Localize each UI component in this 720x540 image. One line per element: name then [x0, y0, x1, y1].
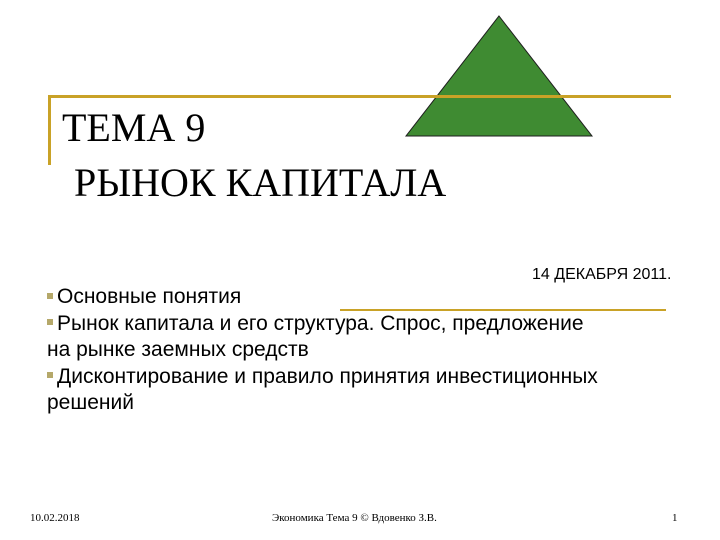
bullet-list: [47, 284, 607, 417]
bullet-marker-icon: [47, 372, 53, 378]
title-underline: [48, 95, 671, 98]
bullet-text: Рынок капитала и его структура. Спрос, предложение на рынке заемных средств: [47, 311, 584, 361]
bullet-text: Основные понятия: [57, 285, 242, 308]
bullet-marker-icon: [47, 319, 53, 325]
bullet-item: [47, 284, 607, 311]
footer-page-number: 1: [672, 512, 678, 524]
footer-title: Экономика Тема 9 © Вдовенко З.В.: [272, 512, 437, 524]
bullet-item: [47, 364, 607, 417]
slide-title-line-1: ТЕМА 9: [62, 105, 206, 150]
bullet-item: [47, 311, 607, 364]
bullet-text: Дисконтирование и правило принятия инвестиционных решений: [47, 364, 598, 414]
title-left-rule: [48, 95, 51, 165]
slide-title-line-2: РЫНОК КАПИТАЛА: [74, 160, 447, 205]
slide-date: 14 ДЕКАБРЯ 2011.: [532, 266, 672, 283]
green-triangle-graphic: [403, 14, 595, 138]
bullet-marker-icon: [47, 293, 53, 299]
footer-date: 10.02.2018: [30, 512, 80, 524]
